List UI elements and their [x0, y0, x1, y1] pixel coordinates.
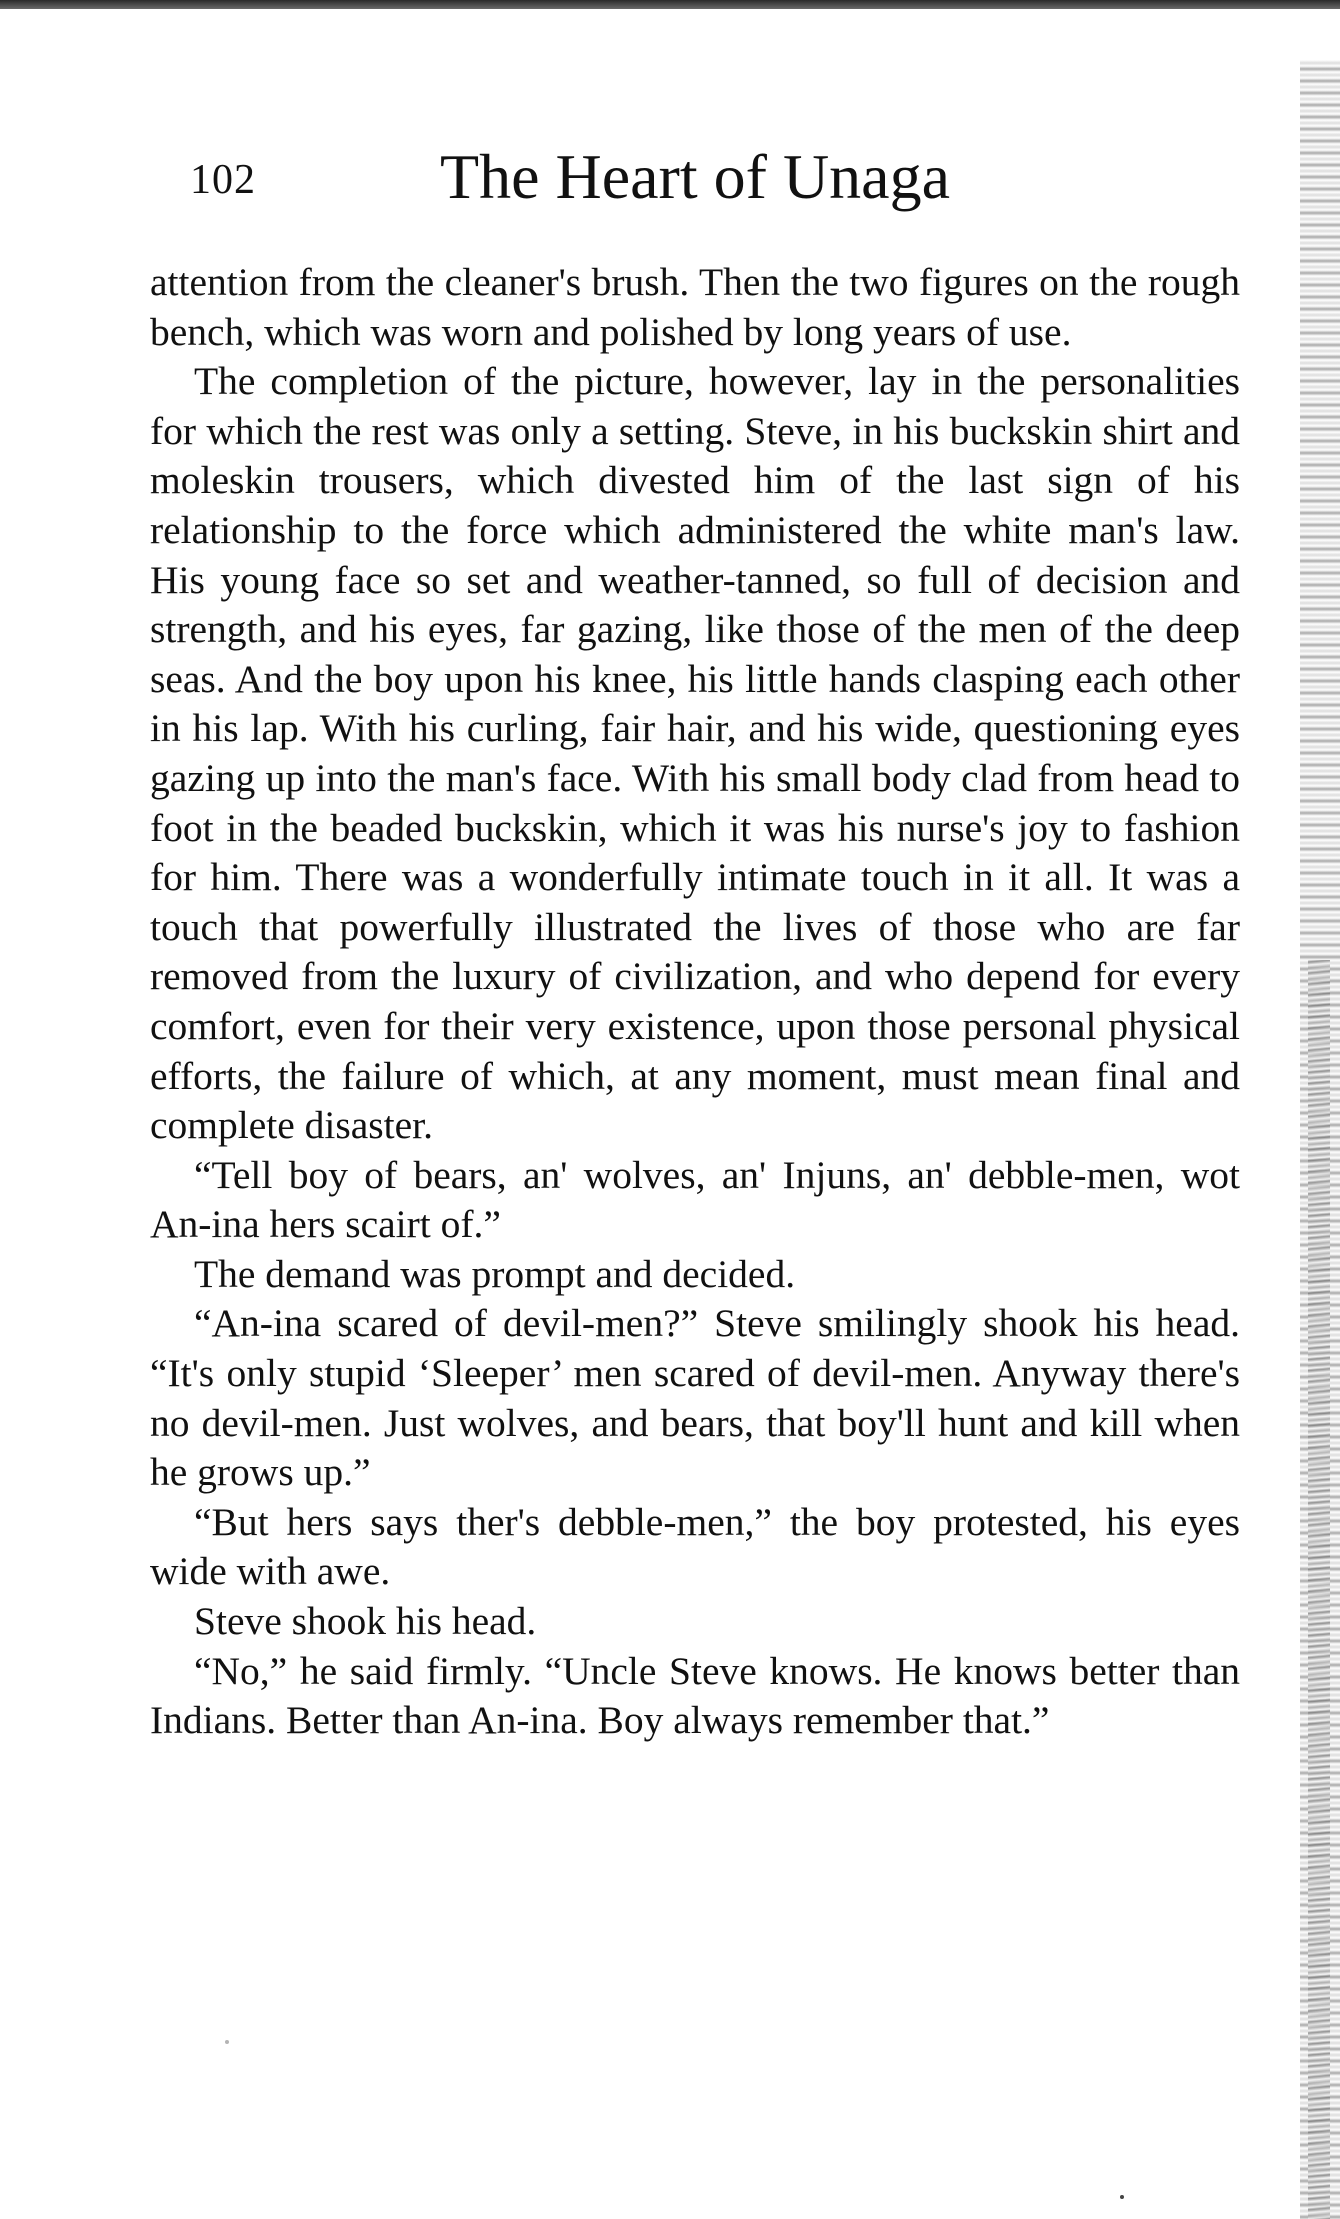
paragraph-7: Steve shook his head.: [194, 1599, 537, 1644]
paragraph-3: “Tell boy of bears, an' wolves, an' Injuns, an' debble-men, wot An-ina hers scairt of.”: [150, 1152, 1240, 1247]
scan-top-edge: [0, 0, 1340, 9]
page-header: [190, 140, 1090, 230]
paragraph-8: “No,” he said firmly. “Uncle Steve knows. He knows better than Indians. Better than An-ina. Boy always remember that.”: [150, 1648, 1240, 1743]
scan-speck: [1120, 2195, 1124, 2199]
scan-speck: [225, 2040, 229, 2044]
paragraph-1: attention from the cleaner's brush. Then the two figures on the rough bench, which was worn and polished by long years of use.: [150, 260, 1240, 354]
page-number: 102: [190, 157, 256, 203]
paragraph-5: “An-ina scared of devil-men?” Steve smilingly shook his head. “It's only stupid ‘Sleeper’ men scared of devil-men. Anyway there's no devil-men. Just wolves, and bears, that boy'll hunt and kill when he grows up.”: [150, 1301, 1240, 1495]
paragraph-6: “But hers says ther's debble-men,” the boy protested, his eyes wide with awe.: [150, 1499, 1240, 1594]
body-text: [150, 258, 1240, 1746]
paragraph-4: The demand was prompt and decided.: [194, 1251, 796, 1296]
running-title: The Heart of Unaga: [440, 141, 950, 212]
paragraph-2: The completion of the picture, however, lay in the personalities for which the rest was only a setting. Steve, in his buckskin shirt and moleskin trousers, which divested him of the last sign of his relationship to the force which administered the white man's law. His young face so set and weather-tanned, so full of decision and strength, and his eyes, far gazing, like those of the men of the deep seas. And the boy upon his knee, his little hands clasping each other in his lap. With his curling, fair hair, and his wide, questioning eyes gazing up into the man's face. With his small body clad from head to foot in the beaded buckskin, which it was his nurse's joy to fashion for him. There was a wonderfully intimate touch in it all. It was a touch that powerfully illustrated the lives of those who are far removed from the luxury of civilization, and who depend for every comfort, even for their very existence, upon those personal physical efforts, the failure of which, at any moment, must mean final and complete disaster.: [150, 359, 1240, 1148]
scan-right-edge: [1300, 60, 1340, 2219]
scan-right-edge-shadow: [1308, 960, 1330, 2219]
